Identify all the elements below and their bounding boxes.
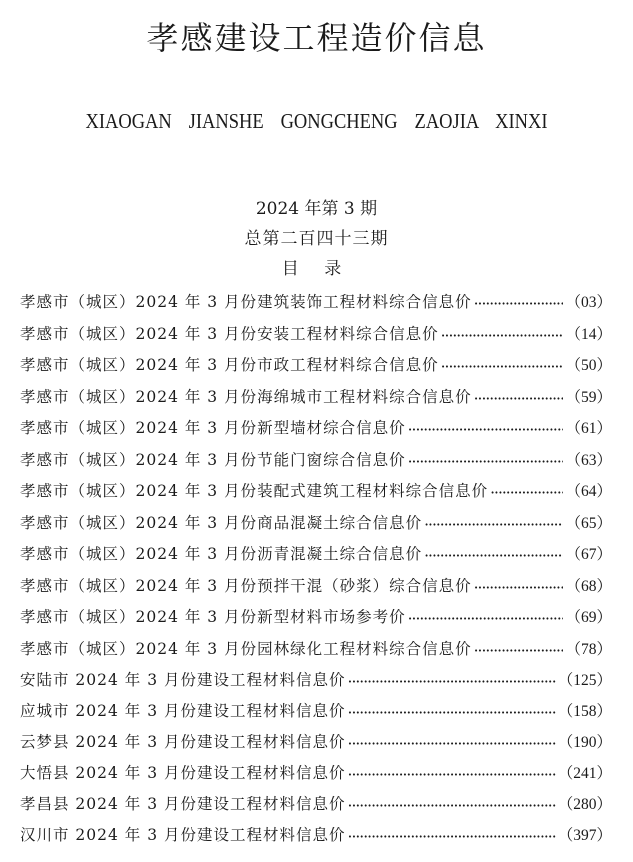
toc-leader-dots bbox=[424, 544, 563, 560]
toc-entry-label: 孝感市（城区）2024 年 3 月份节能门窗综合信息价 bbox=[20, 450, 406, 469]
toc-entry-label: 应城市 2024 年 3 月份建设工程材料信息价 bbox=[20, 702, 346, 720]
table-of-contents bbox=[20, 287, 612, 851]
toc-leader-dots bbox=[474, 292, 564, 308]
toc-entry[interactable] bbox=[20, 539, 612, 571]
toc-entry[interactable] bbox=[20, 350, 612, 382]
toc-entry-label: 孝感市（城区）2024 年 3 月份安装工程材料综合信息价 bbox=[20, 324, 439, 343]
toc-entry-page: （63） bbox=[565, 451, 612, 469]
toc-entry-label: 云梦县 2024 年 3 月份建设工程材料信息价 bbox=[20, 733, 346, 751]
toc-entry[interactable] bbox=[20, 445, 612, 477]
toc-entry-page: （67） bbox=[565, 546, 612, 563]
toc-leader-dots bbox=[474, 386, 564, 402]
toc-leader-dots bbox=[348, 732, 556, 748]
toc-entry[interactable] bbox=[20, 602, 612, 634]
toc-entry-label: 孝感市（城区）2024 年 3 月份建筑装饰工程材料综合信息价 bbox=[20, 293, 472, 311]
document-subtitle-pinyin: XIAOGAN JIANSHE GONGCHENG ZAOJIA XINXI bbox=[85, 109, 548, 133]
toc-heading: 目 录 bbox=[281, 259, 352, 279]
toc-leader-dots bbox=[441, 355, 564, 371]
toc-entry-label: 孝感市（城区）2024 年 3 月份商品混凝土综合信息价 bbox=[20, 513, 423, 532]
toc-leader-dots bbox=[348, 701, 556, 717]
toc-entry-page: （69） bbox=[565, 609, 612, 626]
toc-entry[interactable] bbox=[20, 413, 612, 445]
toc-entry-page: （190） bbox=[557, 734, 612, 751]
toc-entry[interactable] bbox=[20, 696, 612, 727]
toc-entry[interactable] bbox=[20, 727, 612, 758]
toc-entry-page: （50） bbox=[565, 357, 612, 374]
toc-entry-label: 大悟县 2024 年 3 月份建设工程材料信息价 bbox=[20, 764, 346, 782]
toc-entry-label: 孝感市（城区）2024 年 3 月份装配式建筑工程材料综合信息价 bbox=[20, 482, 489, 500]
toc-leader-dots bbox=[408, 449, 564, 465]
toc-entry[interactable] bbox=[20, 476, 612, 508]
toc-entry-page: （397） bbox=[557, 827, 612, 844]
total-issue-number: 总第二百四十三期 bbox=[244, 229, 389, 249]
toc-leader-dots bbox=[408, 607, 564, 623]
toc-entry-page: （61） bbox=[565, 420, 612, 437]
toc-leader-dots bbox=[348, 670, 556, 686]
toc-leader-dots bbox=[474, 575, 564, 591]
toc-entry-page: （14） bbox=[565, 325, 612, 343]
toc-entry-page: （64） bbox=[565, 483, 612, 500]
toc-entry-page: （241） bbox=[557, 765, 612, 782]
toc-entry-label: 孝感市（城区）2024 年 3 月份市政工程材料综合信息价 bbox=[20, 356, 439, 374]
toc-leader-dots bbox=[474, 638, 564, 654]
toc-entry[interactable] bbox=[20, 571, 612, 603]
toc-entry-page: （65） bbox=[565, 514, 612, 532]
toc-entry-label: 孝感市（城区）2024 年 3 月份海绵城市工程材料综合信息价 bbox=[20, 387, 472, 406]
toc-entry-page: （125） bbox=[557, 672, 612, 689]
toc-entry[interactable] bbox=[20, 287, 612, 319]
issue-number: 2024 年第 3 期 bbox=[255, 199, 378, 219]
toc-entry-page: （68） bbox=[565, 577, 612, 595]
toc-entry[interactable] bbox=[20, 382, 612, 414]
toc-leader-dots bbox=[348, 763, 556, 779]
toc-leader-dots bbox=[424, 512, 563, 528]
toc-entry-page: （78） bbox=[565, 640, 612, 658]
toc-entry-label: 孝感市（城区）2024 年 3 月份园林绿化工程材料综合信息价 bbox=[20, 639, 472, 658]
toc-entry[interactable] bbox=[20, 758, 612, 789]
toc-leader-dots bbox=[490, 481, 563, 497]
toc-entry-label: 孝感市（城区）2024 年 3 月份预拌干混（砂浆）综合信息价 bbox=[20, 576, 472, 595]
toc-leader-dots bbox=[441, 323, 564, 339]
toc-leader-dots bbox=[348, 794, 556, 810]
toc-leader-dots bbox=[348, 825, 556, 841]
document-title: 孝感建设工程造价信息 bbox=[146, 19, 487, 57]
toc-entry-page: （280） bbox=[557, 796, 612, 813]
toc-entry-label: 安陆市 2024 年 3 月份建设工程材料信息价 bbox=[20, 671, 346, 689]
toc-entry-page: （59） bbox=[565, 388, 612, 406]
toc-entry-label: 汉川市 2024 年 3 月份建设工程材料信息价 bbox=[20, 826, 346, 844]
toc-entry[interactable] bbox=[20, 665, 612, 696]
toc-entry[interactable] bbox=[20, 634, 612, 666]
toc-leader-dots bbox=[408, 418, 564, 434]
toc-entry[interactable] bbox=[20, 508, 612, 540]
toc-entry-page: （03） bbox=[565, 294, 612, 311]
toc-entry[interactable] bbox=[20, 319, 612, 351]
toc-entry[interactable] bbox=[20, 789, 612, 820]
toc-entry-label: 孝昌县 2024 年 3 月份建设工程材料信息价 bbox=[20, 795, 346, 813]
toc-entry[interactable] bbox=[20, 820, 612, 851]
toc-entry-label: 孝感市（城区）2024 年 3 月份新型材料市场参考价 bbox=[20, 608, 406, 626]
toc-entry-label: 孝感市（城区）2024 年 3 月份新型墙材综合信息价 bbox=[20, 419, 406, 437]
toc-entry-label: 孝感市（城区）2024 年 3 月份沥青混凝土综合信息价 bbox=[20, 545, 423, 563]
toc-entry-page: （158） bbox=[557, 703, 612, 720]
